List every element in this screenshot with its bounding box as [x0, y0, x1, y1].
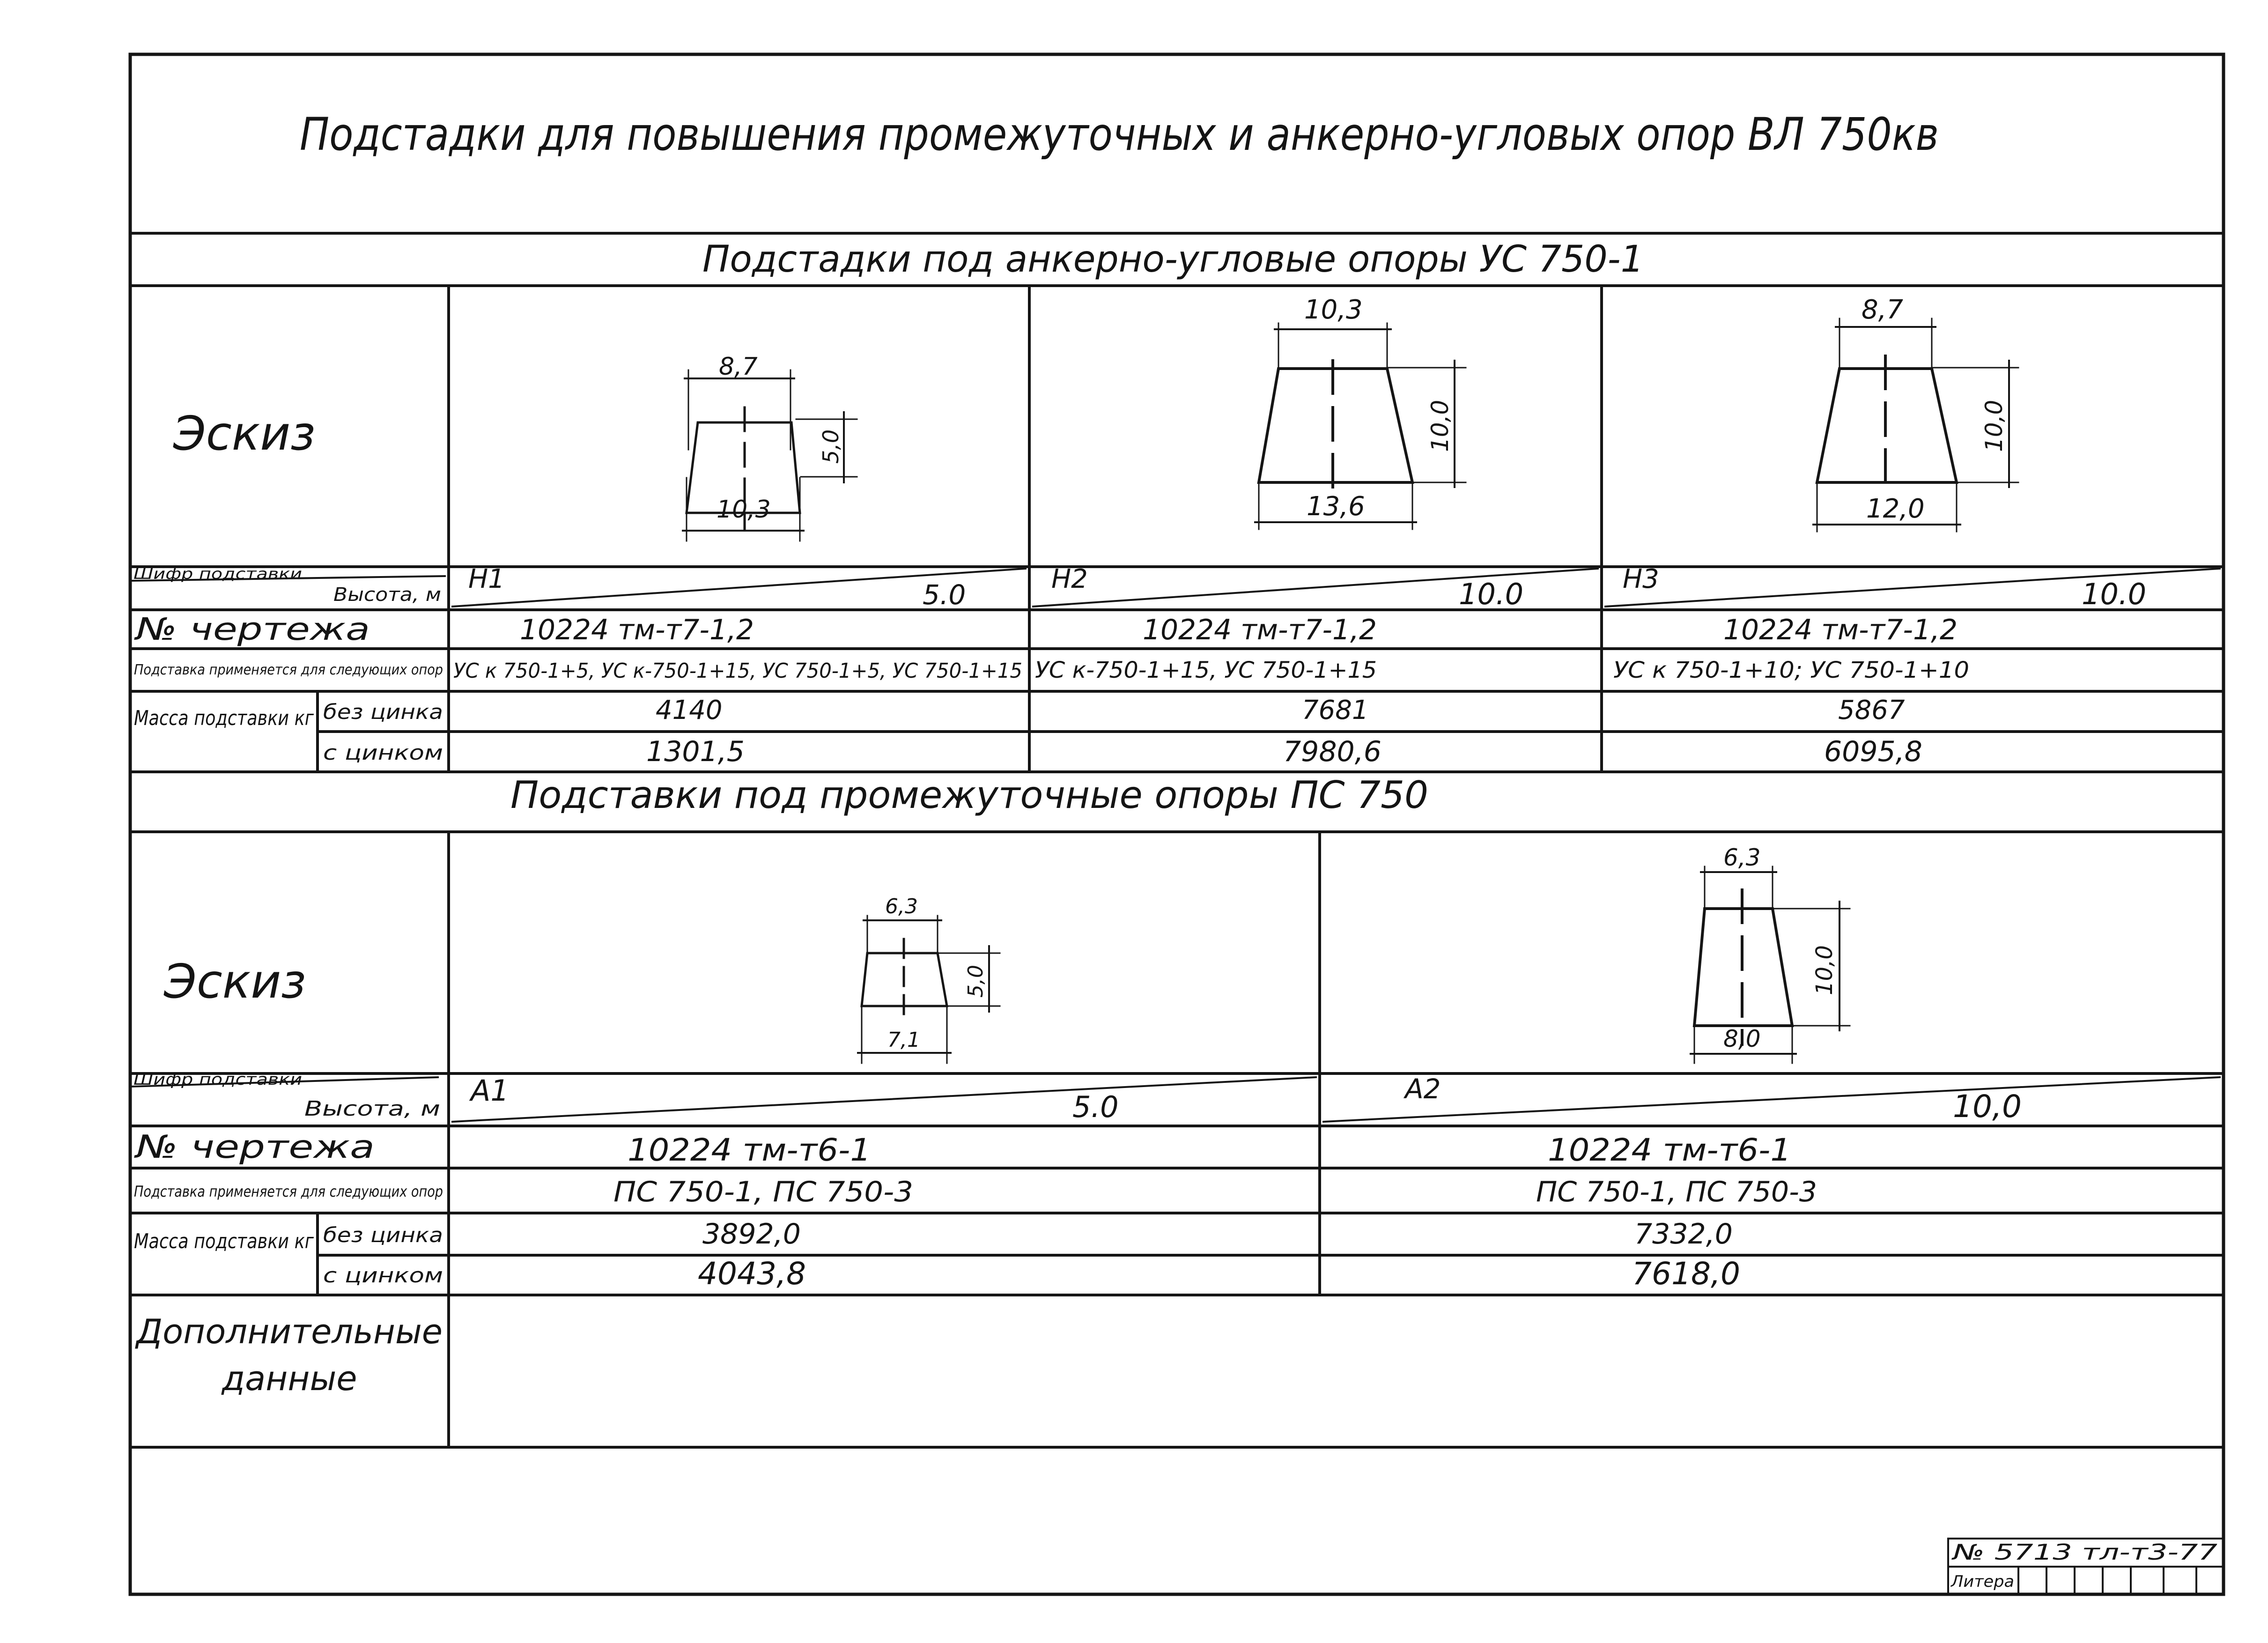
- intermediate-header-height: Высота, м: [304, 1097, 440, 1121]
- a1-mass-no-zinc: 3892,0: [702, 1218, 801, 1251]
- sketch-h1-top-dim: 8,7: [719, 353, 758, 381]
- sketch-a2-top-dim: 6,3: [1723, 844, 1761, 871]
- sketch-h2-height-dim: 10,0: [1426, 400, 1454, 452]
- a2-applies: ПС 750-1, ПС 750-3: [1536, 1176, 1817, 1208]
- intermediate-header-cipher: Шифр подставки: [133, 1070, 302, 1089]
- intermediate-row-no-zinc-label: без цинка: [323, 1223, 443, 1247]
- h2-drawing: 10224 тм-т7-1,2: [1143, 614, 1377, 646]
- sheet-title: Подстадки для повышения промежуточных и анкерно-угловых опор ВЛ 750кв: [300, 108, 1939, 161]
- intermediate-row-zinc-label: с цинком: [323, 1264, 443, 1288]
- h1-cipher: Н1: [468, 564, 505, 594]
- anchor-sketch-label: Эскиз: [173, 406, 316, 461]
- intermediate-section-heading: Подставки под промежуточные опоры ПС 750: [510, 773, 1428, 817]
- sketch-h2-top-dim: 10,3: [1304, 295, 1363, 325]
- sketch-a2-height-dim: 10,0: [1811, 945, 1838, 995]
- a1-drawing: 10224 тм-т6-1: [628, 1132, 871, 1168]
- sketch-a2-bottom-dim: 8,0: [1723, 1025, 1761, 1052]
- anchor-section-heading: Подстадки под анкерно-угловые опоры УС 750-1: [702, 238, 1644, 281]
- extra-data-label: Дополнительные данные: [136, 1312, 443, 1398]
- h3-applies: УС к 750-1+10; УС 750-1+10: [1613, 657, 1969, 683]
- intermediate-row-drawing-label: № чертежа: [133, 1129, 375, 1166]
- anchor-row-drawing-label: № чертежа: [134, 611, 370, 647]
- h2-height: 10.0: [1459, 577, 1524, 611]
- h3-mass-no-zinc: 5867: [1838, 695, 1905, 725]
- a1-applies: ПС 750-1, ПС 750-3: [613, 1176, 913, 1208]
- anchor-row-mass-label: Масса подставки кг: [134, 706, 314, 730]
- h3-mass-zinc: 6095,8: [1824, 735, 1922, 768]
- anchor-header-cipher: Шифр подставки: [133, 565, 302, 583]
- h2-cipher: Н2: [1051, 564, 1088, 594]
- h1-applies: УС к 750-1+5, УС к-750-1+15, УС 750-1+5, УС 750-1+15: [453, 659, 1022, 683]
- h3-height: 10.0: [2082, 577, 2147, 611]
- sketch-h1-bottom-dim: 10,3: [717, 496, 771, 524]
- sketch-a1-height-dim: 5,0: [964, 965, 988, 998]
- sketch-h2-bottom-dim: 13,6: [1307, 491, 1365, 522]
- a2-drawing: 10224 тм-т6-1: [1548, 1132, 1791, 1168]
- h1-mass-zinc: 1301,5: [646, 735, 745, 768]
- h1-mass-no-zinc: 4140: [656, 695, 723, 725]
- intermediate-row-mass-label: Масса подставки кг: [134, 1229, 314, 1253]
- anchor-row-no-zinc-label: без цинка: [323, 700, 443, 724]
- h1-height: 5.0: [923, 579, 966, 611]
- anchor-header-height: Высота, м: [333, 584, 441, 606]
- a1-cipher: А1: [471, 1073, 509, 1108]
- h2-applies: УС к-750-1+15, УС 750-1+15: [1035, 657, 1377, 683]
- h2-mass-zinc: 7980,6: [1283, 735, 1381, 768]
- intermediate-sketch-label: Эскиз: [164, 954, 306, 1009]
- a1-height: 5.0: [1072, 1090, 1119, 1124]
- sketch-h3-bottom-dim: 12,0: [1866, 494, 1925, 524]
- a2-mass-zinc: 7618,0: [1632, 1256, 1740, 1292]
- extra-data-cell: [130, 1304, 449, 1445]
- sketch-h3-height-dim: 10,0: [1980, 400, 2008, 452]
- anchor-row-zinc-label: с цинком: [323, 741, 443, 765]
- intermediate-row-applies-label: Подставка применяется для следующих опор: [134, 1183, 443, 1200]
- anchor-row-applies-label: Подставка применяется для следующих опор: [134, 662, 443, 678]
- sketch-h3-top-dim: 8,7: [1862, 295, 1904, 325]
- a2-cipher: А2: [1405, 1073, 1441, 1105]
- a1-mass-zinc: 4043,8: [698, 1256, 806, 1292]
- sketch-a1-bottom-dim: 7,1: [887, 1028, 920, 1052]
- a2-height: 10,0: [1953, 1088, 2022, 1125]
- h2-mass-no-zinc: 7681: [1302, 695, 1369, 725]
- h3-drawing: 10224 тм-т7-1,2: [1723, 614, 1958, 646]
- stamp-code: № 5713 тл-т3-77: [1950, 1539, 2217, 1565]
- sketch-h1-height-dim: 5,0: [818, 429, 843, 464]
- h1-drawing: 10224 тм-т7-1,2: [520, 614, 754, 646]
- stamp-litera: Литера: [1950, 1572, 2014, 1591]
- a2-mass-no-zinc: 7332,0: [1634, 1218, 1733, 1251]
- h3-cipher: Н3: [1623, 564, 1659, 594]
- sketch-a1-top-dim: 6,3: [885, 895, 918, 918]
